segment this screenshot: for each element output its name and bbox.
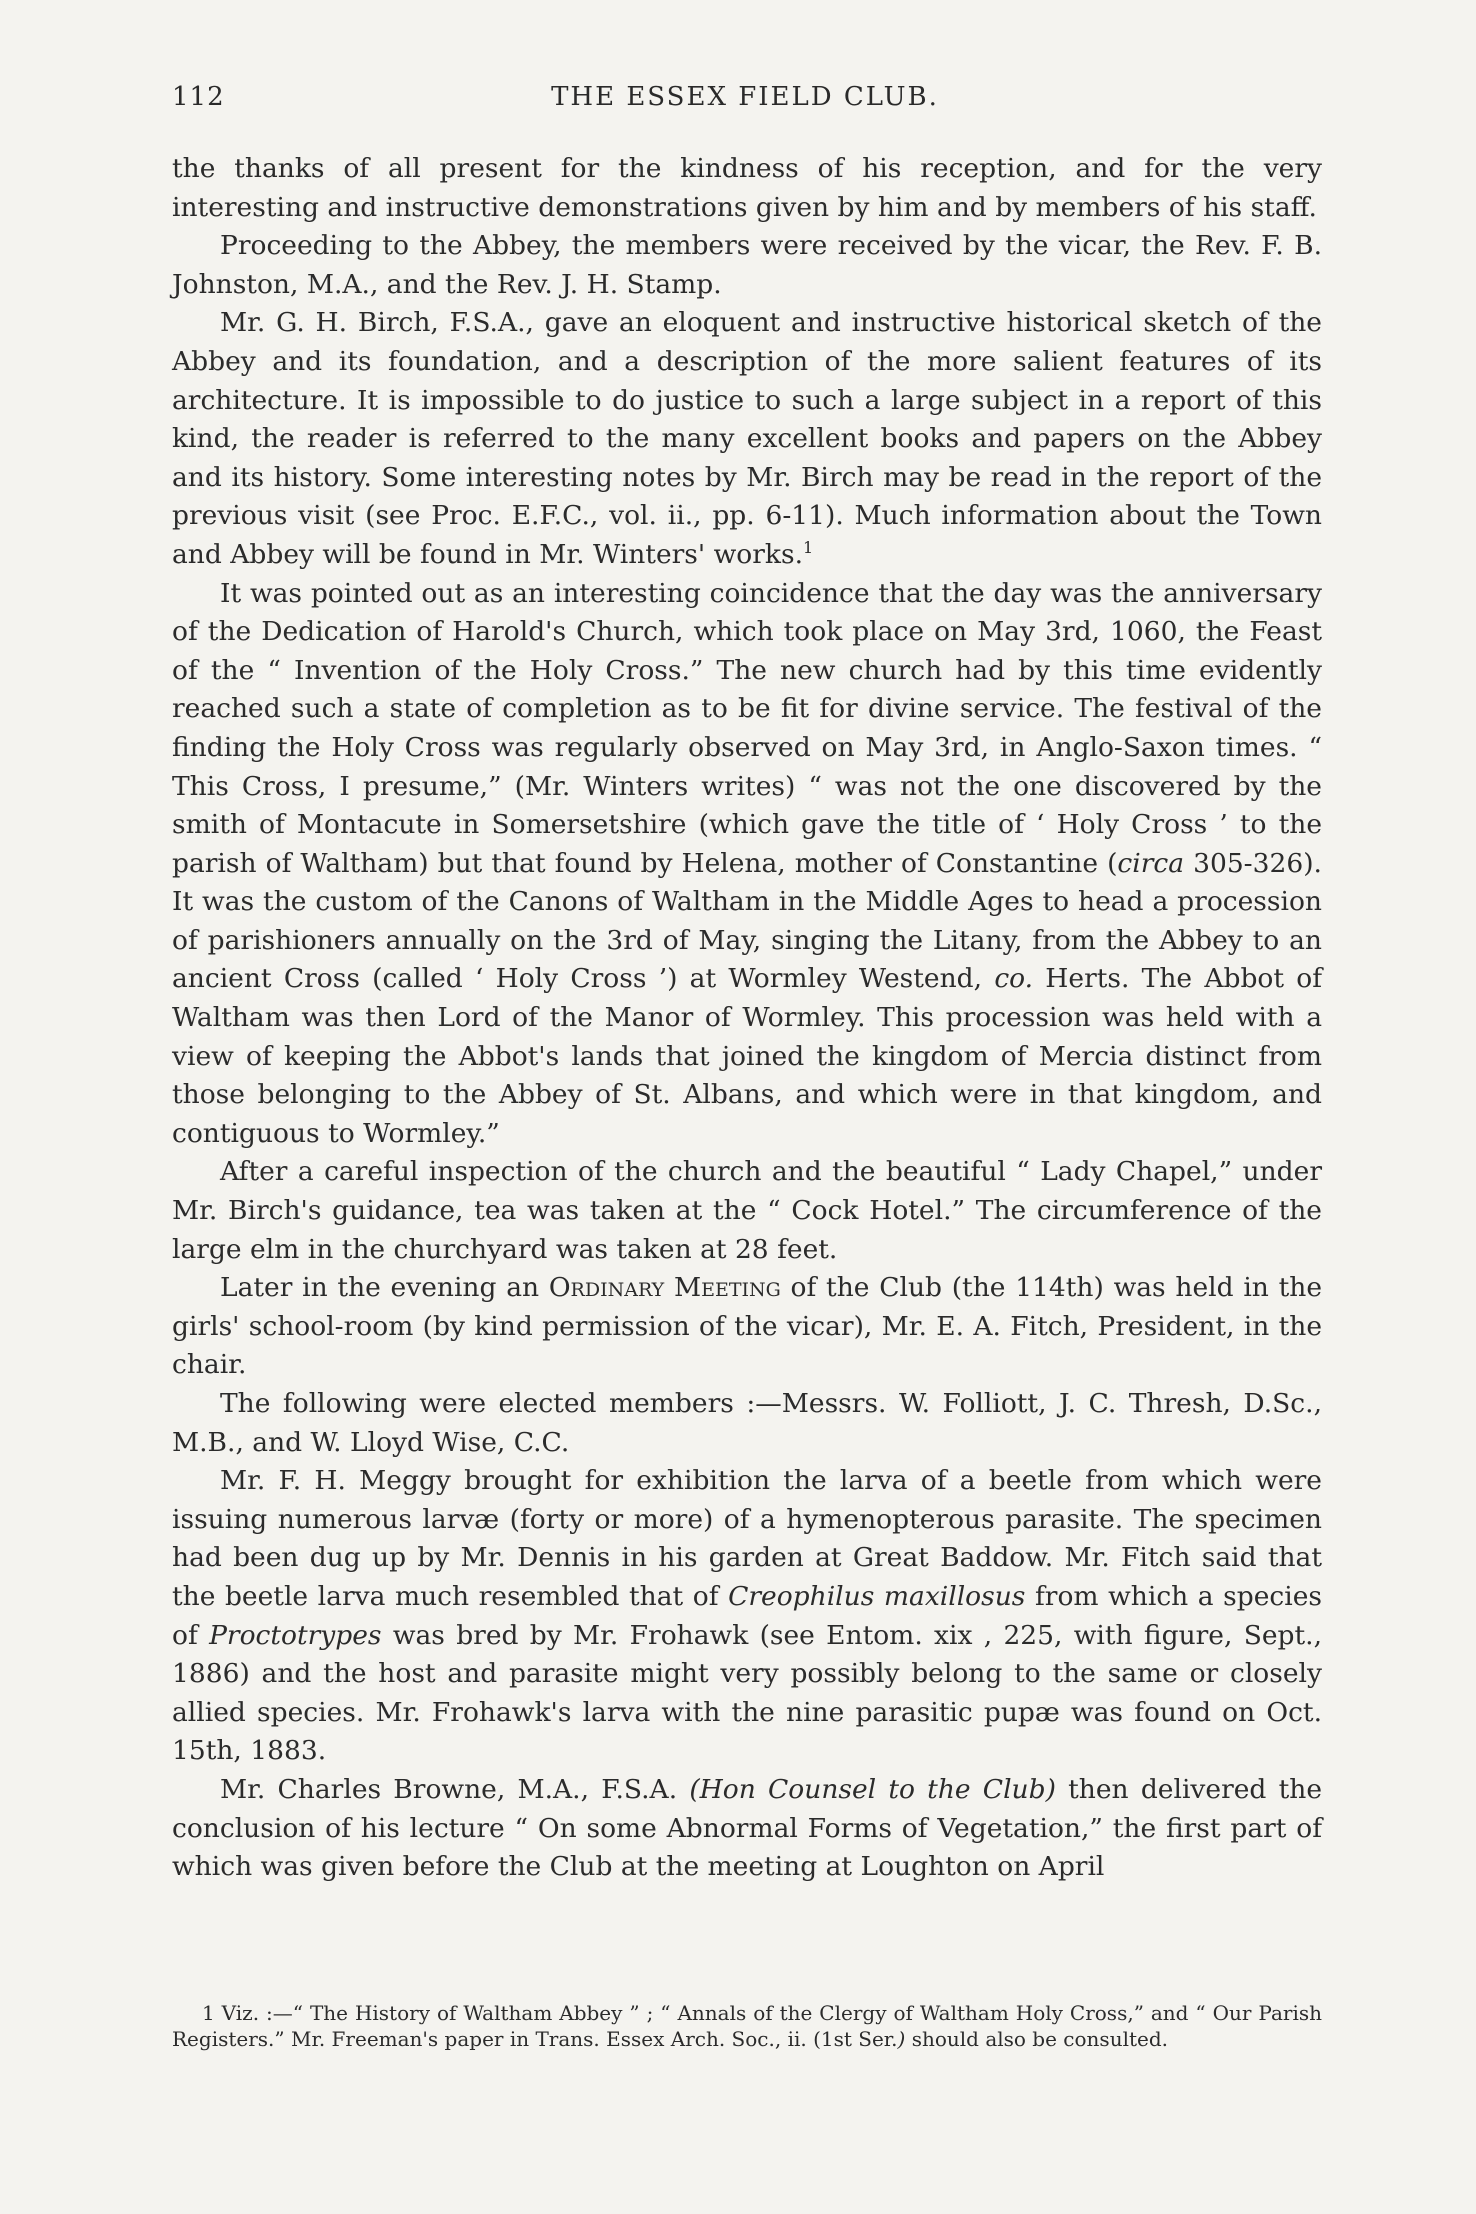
text-run: the thanks of all present for the kindness of his reception, and for the very interesting and instructive demonstrations given by him and by members of his staff.	[172, 153, 1322, 223]
small-caps-text: Ordinary Meeting	[548, 1272, 781, 1304]
text-run: Proceeding to the Abbey, the members were received by the vicar, the Rev. F. B. Johnston, M.A., and the Rev. J. H. Stamp.	[172, 230, 1322, 300]
text-run: from which a species of	[172, 1580, 1323, 1651]
italic-text: circa	[1117, 847, 1185, 879]
running-head	[170, 82, 1320, 122]
text-run: Mr. F. H. Meggy brought for exhibition the larva of a beetle from which were issuing numerous larvæ (forty or more) of a hymenopterous parasite. The specimen had been dug up by Mr. Dennis in his garden at Great Baddow. Mr. Fitch said that the beetle larva much resembled that of	[172, 1465, 1322, 1612]
text-run: Later in the evening an	[220, 1272, 549, 1304]
paragraph	[172, 1153, 1322, 1269]
italic-text: Proctotrypes	[209, 1619, 382, 1651]
paragraph	[172, 1462, 1322, 1771]
paragraph	[172, 304, 1322, 574]
text-run: should also be consulted.	[905, 2027, 1168, 2051]
text-run: of the Club (the 114th) was held in the girls' school-room (by kind permission of the vicar), Mr. E. A. Fitch, President, in the chair.	[172, 1272, 1323, 1381]
text-run: 1 Viz. :—“ The History of Waltham Abbey ” ; “ Annals of the Clergy of Waltham Holy Cross,” and “ Our Parish Registers.” Mr. Freeman's paper in Trans. Essex Arch. Soc., ii. (1st Ser.	[172, 2001, 1322, 2051]
italic-text: (Hon Counsel to the Club)	[689, 1773, 1056, 1805]
text-run: 305-326). It was the custom of the Canons of Waltham in the Middle Ages to head a procession of parishioners annually on the 3rd of May, singing the Litany, from the Abbey to an ancient Cross (called ‘ Holy Cross ’) at Wormley Westend,	[172, 847, 1322, 995]
paragraph	[172, 150, 1322, 227]
paragraph	[172, 575, 1322, 1154]
paragraph	[172, 1385, 1322, 1462]
text-run: Mr. G. H. Birch, F.S.A., gave an eloquent and instructive historical sketch of the Abbey and its foundation, and a description of the more salient features of its architecture. It is impossible to do justice to such a large subject in a report of this kind, the reader is referred to the many excellent books and papers on the Abbey and its history. Some interesting notes by Mr. Birch may be read in the report of the previous visit (see Proc. E.F.C., vol. ii., pp. 6-11). Much information about the Town and Abbey will be found in Mr. Winters' works.	[172, 307, 1322, 570]
footnote	[172, 2000, 1322, 2052]
text-run: Mr. Charles Browne, M.A., F.S.A.	[220, 1773, 690, 1805]
italic-text: )	[897, 2027, 906, 2051]
page-number: 112	[172, 82, 225, 112]
italic-text: Creophilus maxillosus	[728, 1580, 1026, 1612]
footnote-text	[172, 2000, 1322, 2052]
running-title: THE ESSEX FIELD CLUB.	[551, 82, 939, 112]
italic-text: co.	[994, 963, 1034, 995]
text-run: After a careful inspection of the church and the beautiful “ Lady Chapel,” under Mr. Birch's guidance, tea was taken at the “ Cock Hotel.” The circumference of the large elm in the churchyard was taken at 28 feet.	[172, 1156, 1322, 1265]
footnote-reference: 1	[803, 538, 814, 558]
text-run: Herts. The Abbot of Waltham was then Lord of the Manor of Wormley. This procession was held with a view of keeping the Abbot's lands that joined the kingdom of Mercia distinct from those belonging to the Abbey of St. Albans, and which were in that kingdom, and contiguous to Wormley.”	[172, 963, 1323, 1149]
text-run: The following were elected members :—Messrs. W. Folliott, J. C. Thresh, D.Sc., M.B., and W. Lloyd Wise, C.C.	[172, 1388, 1322, 1458]
paragraph	[172, 1771, 1322, 1887]
text-run: was bred by Mr. Frohawk (see Entom. xix , 225, with figure, Sept., 1886) and the host and parasite might very possibly belong to the same or closely allied species. Mr. Frohawk's larva with the nine parasitic pupæ was found on Oct. 15th, 1883.	[172, 1619, 1323, 1767]
text-run: It was pointed out as an interesting coincidence that the day was the anniversary of the Dedication of Harold's Church, which took place on May 3rd, 1060, the Feast of the “ Invention of the Holy Cross.” The new church had by this time evidently reached such a state of completion as to be fit for divine service. The festival of the finding the Holy Cross was regularly observed on May 3rd, in Anglo-Saxon times. “ This Cross, I presume,” (Mr. Winters writes) “ was not the one discovered by the smith of Montacute in Somersetshire (which gave the title of ‘ Holy Cross ’ to the parish of Waltham) but that found by Helena, mother of Constantine (	[172, 577, 1322, 879]
paragraph	[172, 227, 1322, 304]
paragraph	[172, 1269, 1322, 1385]
text-run: then delivered the conclusion of his lecture “ On some Abnormal Forms of Vegetation,” the first part of which was given before the Club at the meeting at Loughton on April	[172, 1773, 1322, 1883]
body-text	[172, 150, 1322, 1887]
